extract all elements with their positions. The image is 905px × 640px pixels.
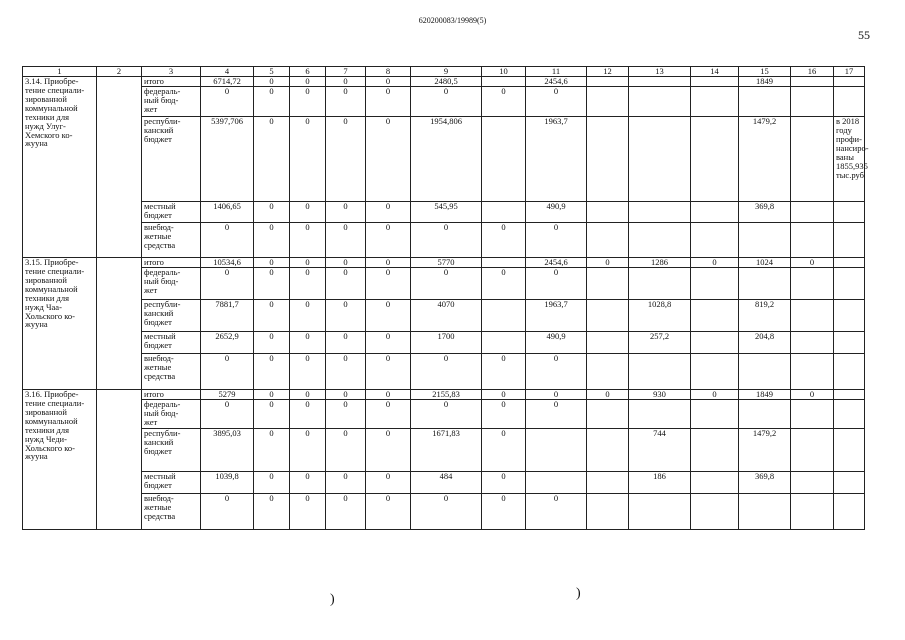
value-cell: 2652,9 bbox=[201, 332, 254, 354]
value-cell: 490,9 bbox=[526, 332, 587, 354]
value-cell: 204,8 bbox=[739, 332, 791, 354]
value-cell: 1849 bbox=[739, 390, 791, 400]
value-cell bbox=[791, 223, 834, 258]
column-header: 5 bbox=[254, 67, 290, 77]
value-cell: 257,2 bbox=[629, 332, 691, 354]
value-cell: 0 bbox=[366, 354, 411, 390]
value-cell: 1039,8 bbox=[201, 472, 254, 494]
value-cell bbox=[482, 77, 526, 87]
column-header: 1 bbox=[23, 67, 97, 77]
value-cell bbox=[482, 202, 526, 223]
value-cell bbox=[739, 223, 791, 258]
column-header: 2 bbox=[97, 67, 142, 77]
table-row bbox=[23, 354, 865, 390]
value-cell: 1700 bbox=[411, 332, 482, 354]
value-cell bbox=[526, 429, 587, 472]
value-cell bbox=[691, 117, 739, 202]
value-cell: 0 bbox=[411, 354, 482, 390]
value-cell bbox=[691, 77, 739, 87]
value-cell bbox=[691, 400, 739, 429]
value-cell: 0 bbox=[254, 223, 290, 258]
value-cell: 0 bbox=[254, 77, 290, 87]
value-cell bbox=[791, 429, 834, 472]
value-cell bbox=[587, 472, 629, 494]
value-cell: 0 bbox=[366, 429, 411, 472]
funding-source-cell: республи- канский бюджет bbox=[142, 300, 201, 332]
value-cell bbox=[691, 300, 739, 332]
value-cell: 0 bbox=[254, 268, 290, 300]
value-cell bbox=[587, 87, 629, 117]
budget-table bbox=[22, 66, 869, 530]
value-cell: 0 bbox=[526, 354, 587, 390]
value-cell: 0 bbox=[482, 354, 526, 390]
value-cell: 930 bbox=[629, 390, 691, 400]
value-cell: 0 bbox=[290, 202, 326, 223]
value-cell: 0 bbox=[366, 300, 411, 332]
value-cell: 0 bbox=[326, 494, 366, 530]
funding-source-cell: федераль- ный бюд- жет bbox=[142, 400, 201, 429]
value-cell: 0 bbox=[482, 429, 526, 472]
value-cell bbox=[791, 268, 834, 300]
value-cell: 0 bbox=[526, 87, 587, 117]
column-header: 9 bbox=[411, 67, 482, 77]
value-cell: 2454,6 bbox=[526, 77, 587, 87]
value-cell bbox=[691, 332, 739, 354]
value-cell: 0 bbox=[691, 390, 739, 400]
value-cell bbox=[834, 429, 865, 472]
value-cell: 0 bbox=[254, 87, 290, 117]
value-cell bbox=[587, 332, 629, 354]
value-cell: 0 bbox=[526, 223, 587, 258]
page-number: 55 bbox=[858, 28, 870, 42]
column-header: 3 bbox=[142, 67, 201, 77]
value-cell: 744 bbox=[629, 429, 691, 472]
table-row bbox=[23, 87, 865, 117]
value-cell bbox=[587, 202, 629, 223]
funding-source-cell: республи- канский бюджет bbox=[142, 429, 201, 472]
value-cell bbox=[834, 494, 865, 530]
value-cell bbox=[834, 223, 865, 258]
value-cell: 0 bbox=[366, 332, 411, 354]
value-cell: 10534,6 bbox=[201, 258, 254, 268]
value-cell bbox=[791, 117, 834, 202]
value-cell: 0 bbox=[290, 354, 326, 390]
funding-source-cell: итого bbox=[142, 390, 201, 400]
value-cell bbox=[482, 117, 526, 202]
value-cell bbox=[587, 400, 629, 429]
value-cell bbox=[629, 77, 691, 87]
value-cell: 0 bbox=[482, 390, 526, 400]
funding-source-cell: итого bbox=[142, 77, 201, 87]
column-header: 7 bbox=[326, 67, 366, 77]
value-cell bbox=[587, 300, 629, 332]
value-cell: 0 bbox=[254, 400, 290, 429]
column-header: 13 bbox=[629, 67, 691, 77]
column-header: 10 bbox=[482, 67, 526, 77]
value-cell: 0 bbox=[326, 390, 366, 400]
value-cell: 0 bbox=[526, 390, 587, 400]
table-row bbox=[23, 400, 865, 429]
value-cell bbox=[791, 300, 834, 332]
value-cell bbox=[629, 268, 691, 300]
value-cell: 0 bbox=[411, 494, 482, 530]
value-cell: 0 bbox=[254, 472, 290, 494]
value-cell: 0 bbox=[526, 400, 587, 429]
value-cell: 0 bbox=[526, 494, 587, 530]
value-cell bbox=[526, 472, 587, 494]
value-cell bbox=[587, 268, 629, 300]
funding-source-cell: федераль- ный бюд- жет bbox=[142, 268, 201, 300]
value-cell bbox=[834, 390, 865, 400]
value-cell: 0 bbox=[201, 87, 254, 117]
value-cell bbox=[691, 268, 739, 300]
value-cell: 369,8 bbox=[739, 202, 791, 223]
value-cell: в 2018 году профи- нансиро- ваны 1855,935 тыс.руб bbox=[834, 117, 865, 202]
value-cell: 0 bbox=[254, 429, 290, 472]
value-cell: 3895,03 bbox=[201, 429, 254, 472]
value-cell: 0 bbox=[326, 258, 366, 268]
value-cell bbox=[834, 77, 865, 87]
value-cell bbox=[482, 258, 526, 268]
value-cell bbox=[834, 354, 865, 390]
value-cell: 4070 bbox=[411, 300, 482, 332]
value-cell: 1406,65 bbox=[201, 202, 254, 223]
value-cell bbox=[834, 400, 865, 429]
value-cell: 1479,2 bbox=[739, 117, 791, 202]
document-id: 620200083/19989(5) bbox=[418, 16, 487, 25]
value-cell: 0 bbox=[482, 400, 526, 429]
value-cell: 0 bbox=[290, 268, 326, 300]
value-cell bbox=[791, 400, 834, 429]
value-cell: 0 bbox=[366, 494, 411, 530]
value-cell bbox=[834, 332, 865, 354]
value-cell: 0 bbox=[254, 332, 290, 354]
value-cell: 0 bbox=[366, 117, 411, 202]
value-cell: 0 bbox=[366, 202, 411, 223]
value-cell: 0 bbox=[290, 472, 326, 494]
value-cell bbox=[629, 117, 691, 202]
value-cell: 2480,5 bbox=[411, 77, 482, 87]
value-cell: 0 bbox=[366, 258, 411, 268]
table-row bbox=[23, 268, 865, 300]
value-cell: 0 bbox=[482, 494, 526, 530]
bottom-mark-left: ) bbox=[330, 592, 335, 607]
value-cell: 1479,2 bbox=[739, 429, 791, 472]
value-cell: 0 bbox=[482, 87, 526, 117]
funding-source-cell: республи- канский бюджет bbox=[142, 117, 201, 202]
value-cell: 0 bbox=[254, 202, 290, 223]
value-cell: 0 bbox=[366, 223, 411, 258]
value-cell: 1849 bbox=[739, 77, 791, 87]
value-cell: 1028,8 bbox=[629, 300, 691, 332]
value-cell: 0 bbox=[482, 472, 526, 494]
value-cell: 0 bbox=[326, 400, 366, 429]
value-cell: 0 bbox=[366, 268, 411, 300]
value-cell bbox=[739, 87, 791, 117]
value-cell: 0 bbox=[587, 258, 629, 268]
value-cell: 0 bbox=[482, 223, 526, 258]
table-row bbox=[23, 117, 865, 202]
value-cell bbox=[629, 494, 691, 530]
funding-source-cell: местный бюджет bbox=[142, 332, 201, 354]
value-cell bbox=[587, 429, 629, 472]
value-cell: 0 bbox=[791, 258, 834, 268]
value-cell bbox=[791, 202, 834, 223]
value-cell: 0 bbox=[201, 268, 254, 300]
value-cell: 0 bbox=[290, 390, 326, 400]
value-cell bbox=[482, 300, 526, 332]
value-cell: 0 bbox=[290, 223, 326, 258]
value-cell: 484 bbox=[411, 472, 482, 494]
value-cell bbox=[791, 494, 834, 530]
measure-label: 3.14. Приобре- тение специали- зированной коммунальной техники для нужд Улуг- Хемского ко- жууна bbox=[23, 77, 97, 258]
value-cell: 0 bbox=[326, 472, 366, 494]
value-cell: 2155,83 bbox=[411, 390, 482, 400]
value-cell bbox=[739, 268, 791, 300]
value-cell: 0 bbox=[290, 258, 326, 268]
funding-source-cell: итого bbox=[142, 258, 201, 268]
column-header: 15 bbox=[739, 67, 791, 77]
value-cell: 545,95 bbox=[411, 202, 482, 223]
value-cell bbox=[629, 223, 691, 258]
column-header: 8 bbox=[366, 67, 411, 77]
value-cell: 0 bbox=[290, 300, 326, 332]
value-cell: 0 bbox=[201, 400, 254, 429]
value-cell: 0 bbox=[366, 472, 411, 494]
value-cell: 0 bbox=[366, 390, 411, 400]
column-header: 12 bbox=[587, 67, 629, 77]
value-cell bbox=[691, 87, 739, 117]
measure-label: 3.16. Приобре- тение специали- зированной коммунальной техники для нужд Чеди- Хольского ко- жууна bbox=[23, 390, 97, 530]
value-cell: 0 bbox=[201, 223, 254, 258]
value-cell: 0 bbox=[290, 494, 326, 530]
table-row bbox=[23, 223, 865, 258]
value-cell bbox=[791, 77, 834, 87]
value-cell bbox=[791, 87, 834, 117]
value-cell: 0 bbox=[290, 332, 326, 354]
column-header: 4 bbox=[201, 67, 254, 77]
value-cell: 2454,6 bbox=[526, 258, 587, 268]
value-cell: 6714,72 bbox=[201, 77, 254, 87]
value-cell: 0 bbox=[326, 77, 366, 87]
table-row bbox=[23, 472, 865, 494]
table-row bbox=[23, 202, 865, 223]
value-cell: 0 bbox=[326, 87, 366, 117]
value-cell bbox=[691, 472, 739, 494]
value-cell bbox=[629, 354, 691, 390]
value-cell: 0 bbox=[290, 87, 326, 117]
value-cell: 0 bbox=[290, 429, 326, 472]
column-header: 17 bbox=[834, 67, 865, 77]
value-cell: 0 bbox=[326, 332, 366, 354]
bottom-mark-right: ) bbox=[576, 586, 581, 601]
value-cell bbox=[691, 494, 739, 530]
table-row bbox=[23, 429, 865, 472]
table-row bbox=[23, 258, 865, 268]
value-cell: 0 bbox=[691, 258, 739, 268]
column-header: 6 bbox=[290, 67, 326, 77]
value-cell: 0 bbox=[254, 354, 290, 390]
value-cell: 5397,706 bbox=[201, 117, 254, 202]
funding-source-cell: внебюд- жетные средства bbox=[142, 223, 201, 258]
value-cell: 7881,7 bbox=[201, 300, 254, 332]
value-cell: 0 bbox=[254, 390, 290, 400]
value-cell bbox=[587, 77, 629, 87]
value-cell: 0 bbox=[326, 223, 366, 258]
value-cell bbox=[834, 472, 865, 494]
funding-source-cell: внебюд- жетные средства bbox=[142, 354, 201, 390]
value-cell bbox=[629, 87, 691, 117]
empty-cell bbox=[97, 390, 142, 530]
value-cell bbox=[691, 429, 739, 472]
empty-cell bbox=[97, 77, 142, 258]
funding-source-cell: местный бюджет bbox=[142, 202, 201, 223]
value-cell: 1286 bbox=[629, 258, 691, 268]
measure-label: 3.15. Приобре- тение специали- зированной коммунальной техники для нужд Чаа- Хольского ко- жууна bbox=[23, 258, 97, 390]
value-cell: 0 bbox=[290, 77, 326, 87]
value-cell: 0 bbox=[526, 268, 587, 300]
value-cell bbox=[587, 117, 629, 202]
value-cell bbox=[587, 494, 629, 530]
value-cell bbox=[739, 354, 791, 390]
value-cell bbox=[482, 332, 526, 354]
value-cell bbox=[834, 87, 865, 117]
value-cell: 1671,83 bbox=[411, 429, 482, 472]
value-cell: 0 bbox=[254, 258, 290, 268]
value-cell bbox=[834, 202, 865, 223]
value-cell: 0 bbox=[326, 429, 366, 472]
value-cell: 0 bbox=[587, 390, 629, 400]
value-cell bbox=[791, 332, 834, 354]
table-row bbox=[23, 494, 865, 530]
table-row bbox=[23, 332, 865, 354]
value-cell bbox=[587, 354, 629, 390]
value-cell bbox=[791, 472, 834, 494]
value-cell: 0 bbox=[290, 400, 326, 429]
value-cell: 1024 bbox=[739, 258, 791, 268]
column-header: 16 bbox=[791, 67, 834, 77]
value-cell bbox=[691, 354, 739, 390]
value-cell: 369,8 bbox=[739, 472, 791, 494]
value-cell: 0 bbox=[411, 268, 482, 300]
value-cell: 819,2 bbox=[739, 300, 791, 332]
value-cell: 0 bbox=[326, 268, 366, 300]
value-cell: 0 bbox=[254, 494, 290, 530]
funding-source-cell: внебюд- жетные средства bbox=[142, 494, 201, 530]
table-row bbox=[23, 300, 865, 332]
value-cell: 490,9 bbox=[526, 202, 587, 223]
value-cell: 1963,7 bbox=[526, 300, 587, 332]
value-cell: 1954,806 bbox=[411, 117, 482, 202]
value-cell bbox=[739, 400, 791, 429]
funding-source-cell: федераль- ный бюд- жет bbox=[142, 87, 201, 117]
value-cell: 0 bbox=[791, 390, 834, 400]
value-cell bbox=[691, 223, 739, 258]
table-row bbox=[23, 77, 865, 87]
value-cell: 0 bbox=[201, 354, 254, 390]
value-cell bbox=[629, 202, 691, 223]
column-header: 14 bbox=[691, 67, 739, 77]
value-cell: 0 bbox=[411, 87, 482, 117]
value-cell bbox=[691, 202, 739, 223]
value-cell: 0 bbox=[201, 494, 254, 530]
value-cell: 0 bbox=[366, 77, 411, 87]
empty-cell bbox=[97, 258, 142, 390]
value-cell: 0 bbox=[326, 300, 366, 332]
value-cell: 0 bbox=[366, 87, 411, 117]
value-cell: 0 bbox=[411, 400, 482, 429]
value-cell bbox=[834, 268, 865, 300]
header-row bbox=[23, 67, 865, 77]
value-cell bbox=[834, 300, 865, 332]
value-cell bbox=[834, 258, 865, 268]
value-cell: 0 bbox=[254, 300, 290, 332]
value-cell: 0 bbox=[290, 117, 326, 202]
column-header: 11 bbox=[526, 67, 587, 77]
value-cell: 0 bbox=[326, 354, 366, 390]
value-cell: 5770 bbox=[411, 258, 482, 268]
value-cell bbox=[629, 400, 691, 429]
value-cell: 1963,7 bbox=[526, 117, 587, 202]
value-cell: 0 bbox=[326, 117, 366, 202]
value-cell: 0 bbox=[366, 400, 411, 429]
table-row bbox=[23, 390, 865, 400]
value-cell: 186 bbox=[629, 472, 691, 494]
value-cell: 0 bbox=[482, 268, 526, 300]
value-cell: 0 bbox=[411, 223, 482, 258]
value-cell: 5279 bbox=[201, 390, 254, 400]
value-cell bbox=[587, 223, 629, 258]
value-cell: 0 bbox=[254, 117, 290, 202]
value-cell bbox=[791, 354, 834, 390]
value-cell bbox=[739, 494, 791, 530]
value-cell: 0 bbox=[326, 202, 366, 223]
funding-source-cell: местный бюджет bbox=[142, 472, 201, 494]
